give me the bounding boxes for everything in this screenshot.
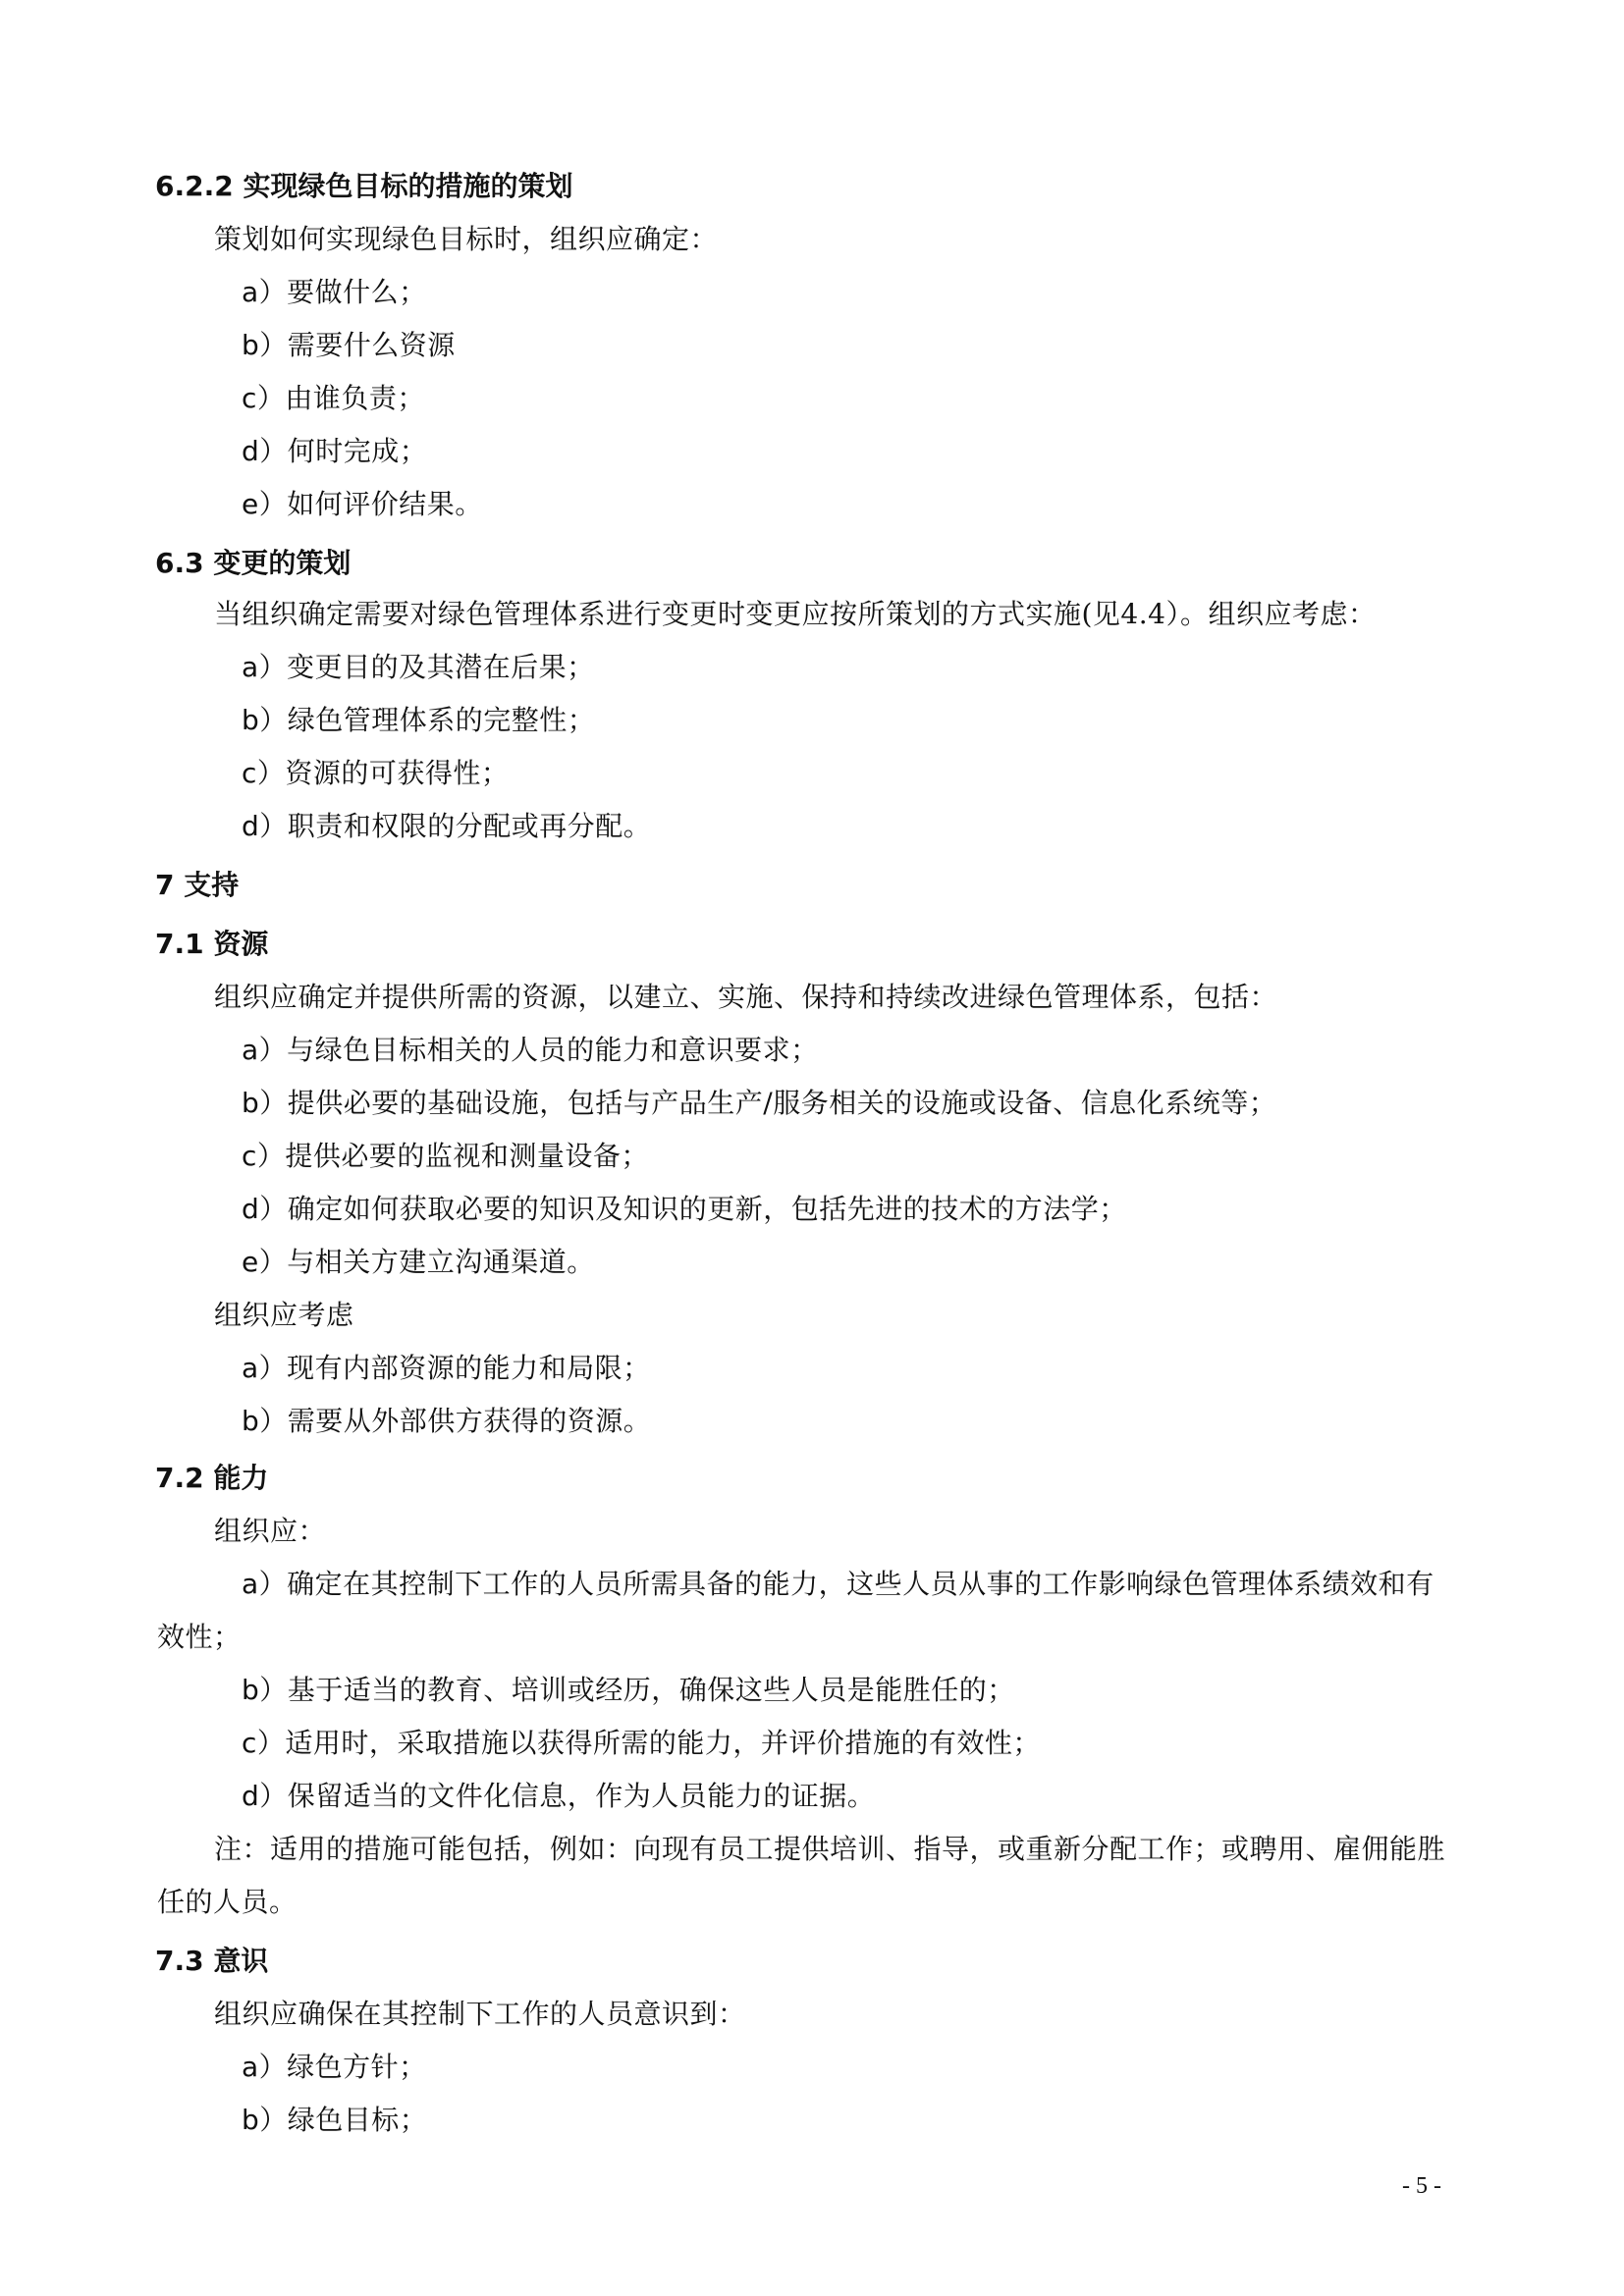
list-item [242, 1351, 651, 1386]
list-marker: d [242, 435, 260, 467]
list-marker: a [242, 1568, 259, 1600]
list-item-text: ）变更目的及其潜在后果； [258, 651, 595, 683]
list-item [242, 1033, 819, 1068]
list-item [242, 1192, 1127, 1227]
list-item-text: ）确定如何获取必要的知识及知识的更新，包括先进的技术的方法学； [259, 1193, 1127, 1225]
list-marker: a [242, 276, 259, 308]
list-item-text: ）如何评价结果。 [258, 488, 483, 520]
list-item [242, 1567, 1435, 1602]
list-marker: e [242, 488, 259, 520]
section-heading-7: 7 支持 [155, 869, 240, 901]
list-marker: b [242, 329, 260, 361]
paragraph: 组织应： [214, 1515, 327, 1547]
list-item-text: ）与绿色目标相关的人员的能力和意识要求； [258, 1034, 819, 1066]
list-marker: b [242, 1087, 260, 1119]
list-item [242, 275, 427, 310]
list-marker: b [242, 1674, 260, 1706]
section-heading-7-2: 7.2 能力 [155, 1462, 269, 1494]
list-item [242, 1404, 651, 1439]
list-item-text: ）需要什么资源 [259, 329, 456, 361]
list-item-text: ）现有内部资源的能力和局限； [258, 1352, 651, 1384]
list-item [242, 1726, 1041, 1761]
list-item [242, 2103, 427, 2138]
list-item-text: ）绿色方针； [258, 2051, 427, 2083]
list-item [242, 756, 509, 791]
list-item-continuation: 效性； [157, 1621, 242, 1653]
list-item-text: ）保留适当的文件化信息，作为人员能力的证据。 [259, 1780, 876, 1812]
note-paragraph-continuation: 任的人员。 [157, 1886, 298, 1918]
list-marker: a [242, 2051, 259, 2083]
list-item-text: ）何时完成； [259, 435, 428, 467]
list-item-text: ）由谁负责； [256, 382, 425, 414]
list-marker: e [242, 1246, 259, 1278]
list-item [242, 650, 595, 685]
list-item [242, 328, 456, 363]
list-item-text: ）绿色目标； [259, 2104, 428, 2136]
list-item [242, 1139, 649, 1174]
page-number: - 5 - [1402, 2173, 1441, 2199]
list-marker: c [242, 1727, 257, 1759]
list-item [242, 1086, 1276, 1121]
list-item-text: ）适用时，采取措施以获得所需的能力，并评价措施的有效性； [256, 1727, 1041, 1759]
list-item [242, 809, 651, 844]
list-marker: b [242, 704, 260, 736]
note-paragraph: 注：适用的措施可能包括，例如：向现有员工提供培训、指导，或重新分配工作；或聘用、雇佣能胜 [214, 1833, 1446, 1865]
list-item [242, 434, 427, 469]
paragraph: 当组织确定需要对绿色管理体系进行变更时变更应按所策划的方式实施(见4.4）。组织应考虑： [214, 598, 1377, 630]
section-heading-6-3: 6.3 变更的策划 [155, 547, 352, 579]
list-marker: a [242, 1352, 259, 1384]
list-item [242, 703, 595, 738]
list-marker: b [242, 1405, 260, 1437]
list-marker: d [242, 1193, 260, 1225]
paragraph: 组织应考虑 [214, 1299, 354, 1331]
list-item [242, 1673, 1015, 1708]
list-marker: c [242, 1140, 257, 1172]
list-item-text: ）需要从外部供方获得的资源。 [259, 1405, 652, 1437]
list-item-text: ）与相关方建立沟通渠道。 [258, 1246, 595, 1278]
list-item-text: ）提供必要的基础设施，包括与产品生产/服务相关的设施或设备、信息化系统等； [259, 1087, 1277, 1119]
section-heading-7-3: 7.3 意识 [155, 1945, 269, 1977]
list-marker: a [242, 1034, 259, 1066]
list-item-text: ）基于适当的教育、培训或经历，确保这些人员是能胜任的； [259, 1674, 1015, 1706]
section-heading-6-2-2: 6.2.2 实现绿色目标的措施的策划 [155, 170, 573, 202]
list-item [242, 1245, 595, 1280]
paragraph: 策划如何实现绿色目标时，组织应确定： [214, 223, 719, 255]
section-heading-7-1: 7.1 资源 [155, 928, 269, 960]
list-item-text: ）资源的可获得性； [256, 757, 510, 789]
list-item [242, 1779, 875, 1814]
list-item-text: ）职责和权限的分配或再分配。 [259, 810, 652, 842]
list-marker: d [242, 1780, 260, 1812]
list-marker: a [242, 651, 259, 683]
list-item-text: ）确定在其控制下工作的人员所需具备的能力，这些人员从事的工作影响绿色管理体系绩效和有 [258, 1568, 1435, 1600]
list-marker: c [242, 382, 257, 414]
list-item-text: ）提供必要的监视和测量设备； [256, 1140, 649, 1172]
list-item-text: ）要做什么； [258, 276, 427, 308]
list-item-text: ）绿色管理体系的完整性； [259, 704, 596, 736]
list-item [242, 381, 425, 416]
list-marker: d [242, 810, 260, 842]
list-item [242, 487, 483, 522]
list-item [242, 2050, 427, 2085]
paragraph: 组织应确保在其控制下工作的人员意识到： [214, 1998, 746, 2030]
paragraph: 组织应确定并提供所需的资源，以建立、实施、保持和持续改进绿色管理体系，包括： [214, 981, 1278, 1013]
list-marker: c [242, 757, 257, 789]
list-marker: b [242, 2104, 260, 2136]
